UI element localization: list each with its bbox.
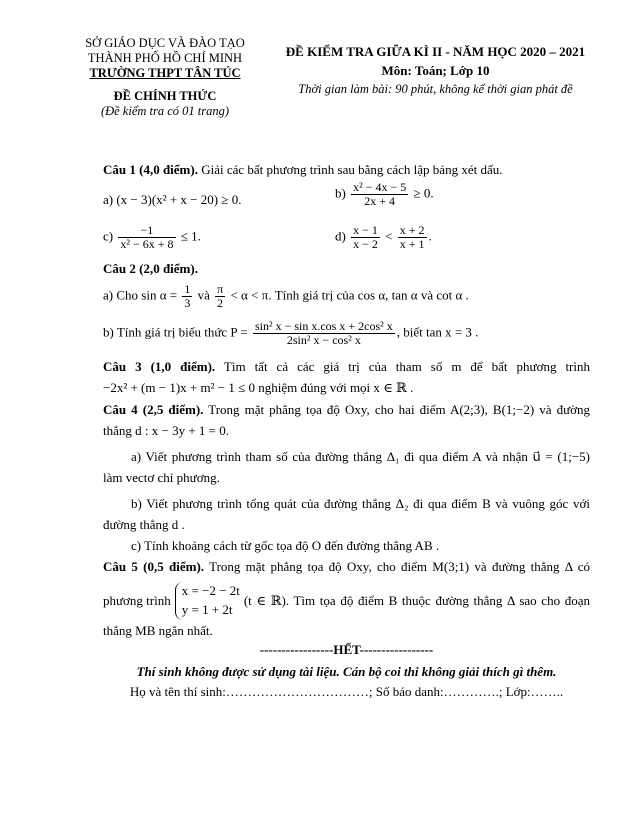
- q1-c-fraction: $\frac{-1}{\text{x² − 6x + 8}}$: [120, 223, 174, 252]
- q2-b-fraction: $\frac{\text{sin² x − sin x.cos x + 2cos² x}}{\text{2sin² x − cos² x}}$: [254, 319, 393, 348]
- q3-line-2: −2x² + (m − 1)x + m² − 1 ≤ 0 nghiệm đúng với mọi x ∈ ℝ .: [103, 380, 414, 395]
- q1-part-c: c) $\frac{-1}{\text{x² − 6x + 8}}$ ≤ 1.: [103, 223, 201, 252]
- q2-label: Câu 2 (2,0 điểm).: [103, 261, 198, 276]
- q1-heading: [103, 162, 502, 178]
- q1-prompt: Giải các bất phương trình sau bằng cách lập bảng xét dấu.: [197, 162, 503, 177]
- q1-part-d: d) $\frac{x - 1}{x - 2}$ < $\frac{x + 2}{x + 1}$ .: [335, 223, 432, 252]
- q4-label: Câu 4 (2,5 điểm).: [103, 402, 204, 417]
- dept-line-2: THÀNH PHỐ HỒ CHÍ MINH: [87, 51, 243, 65]
- dept-line-1: SỞ GIÁO DỤC VÀ ĐÀO TẠO: [85, 36, 245, 50]
- q4-part-c: c) Tính khoảng cách từ gốc tọa độ O đến đường thẳng AB .: [131, 538, 440, 553]
- end-marker: -----------------HẾT-----------------: [259, 642, 434, 657]
- exam-title: ĐỀ KIỂM TRA GIỮA KÌ II - NĂM HỌC 2020 – 2021: [285, 44, 586, 59]
- q5-line-3: thẳng MB ngắn nhất.: [103, 623, 213, 638]
- exam-header: [268, 42, 603, 99]
- official-label: ĐỀ CHÍNH THỨC: [113, 89, 217, 103]
- q4-line-2: thẳng d : x − 3y + 1 = 0.: [103, 423, 229, 438]
- q1-part-b: b) $\frac{\text{x² − 4x − 5}}{2x + 4}$ ≥ 0.: [335, 180, 434, 209]
- school-name: TRƯỜNG THPT TÂN TÚC: [89, 66, 241, 80]
- q4-part-b-line-1: b) Viết phương trình tổng quát của đường thẳng Δ₂ đi qua điểm B và vuông góc với: [131, 496, 590, 511]
- exam-subject: Môn: Toán; Lớp 10: [381, 63, 490, 78]
- q2-a-fraction-2: $\frac{\pi}{2}$: [217, 282, 224, 311]
- exam-rule-note: Thí sinh không được sử dụng tài liệu. Cán bộ coi thi không giải thích gì thêm.: [136, 664, 557, 679]
- q2-part-b: b) Tính giá trị biểu thức P = $\frac{\text{sin² x − sin x.cos x + 2cos² x}}{\text{2sin² x − cos² x}}$ , biết tan x = 3 .: [103, 319, 479, 348]
- q3-label: Câu 3 (1,0 điểm).: [103, 359, 216, 374]
- q4-part-a-line-2: làm vectơ chỉ phương.: [103, 470, 220, 485]
- q4-part-a-line-1: a) Viết phương trình tham số của đường thẳng Δ₁ đi qua điểm A và nhận u⃗ = (1;−5): [131, 449, 590, 464]
- candidate-fields: Họ và tên thí sinh:……………………………; Số báo danh:………….; Lớp:……..: [129, 684, 564, 699]
- q4-line-1: Câu 4 (2,5 điểm). Trong mặt phẳng tọa độ Oxy, cho hai điểm A(2;3), B(1;−2) và đường: [103, 402, 590, 417]
- q3-line-1: Câu 3 (1,0 điểm). Tìm tất cả các giá trị của tham số m để bất phương trình: [103, 359, 590, 374]
- q1-b-fraction: $\frac{\text{x² − 4x − 5}}{2x + 4}$: [353, 180, 407, 209]
- exam-time-note: Thời gian làm bài: 90 phút, không kể thời gian phát đề: [298, 82, 573, 96]
- q1-d-fraction-1: $\frac{x - 1}{x - 2}$: [353, 223, 378, 252]
- q5-line-2: phương trình x = −2 − 2t y = 1 + 2t (t ∈ ℝ). Tìm tọa độ điểm B thuộc đường thẳng Δ sao cho đoạn: [103, 582, 590, 620]
- q2-part-a: a) Cho sin α = $\frac{1}{3}$ và $\frac{\pi}{2}$ < α < π. Tính giá trị của cos α, tan α và cot α .: [103, 282, 469, 311]
- pages-note: (Đề kiểm tra có 01 trang): [100, 104, 230, 118]
- q5-label: Câu 5 (0,5 điểm).: [103, 559, 205, 574]
- q1-part-a: a) (x − 3)(x² + x − 20) ≥ 0.: [103, 192, 242, 207]
- q4-part-b-line-2: đường thẳng d .: [103, 517, 185, 532]
- q1-label: Câu 1 (4,0 điểm).: [103, 162, 198, 177]
- q5-parametric-system: x = −2 − 2t y = 1 + 2t: [175, 582, 240, 620]
- department-header: [40, 36, 290, 119]
- q1-d-fraction-2: $\frac{x + 2}{x + 1}$: [399, 223, 425, 252]
- q2-a-fraction-1: $\frac{1}{3}$: [184, 282, 191, 311]
- q5-line-1: Câu 5 (0,5 điểm). Trong mặt phẳng tọa độ Oxy, cho điểm M(3;1) và đường thẳng Δ có: [103, 559, 590, 574]
